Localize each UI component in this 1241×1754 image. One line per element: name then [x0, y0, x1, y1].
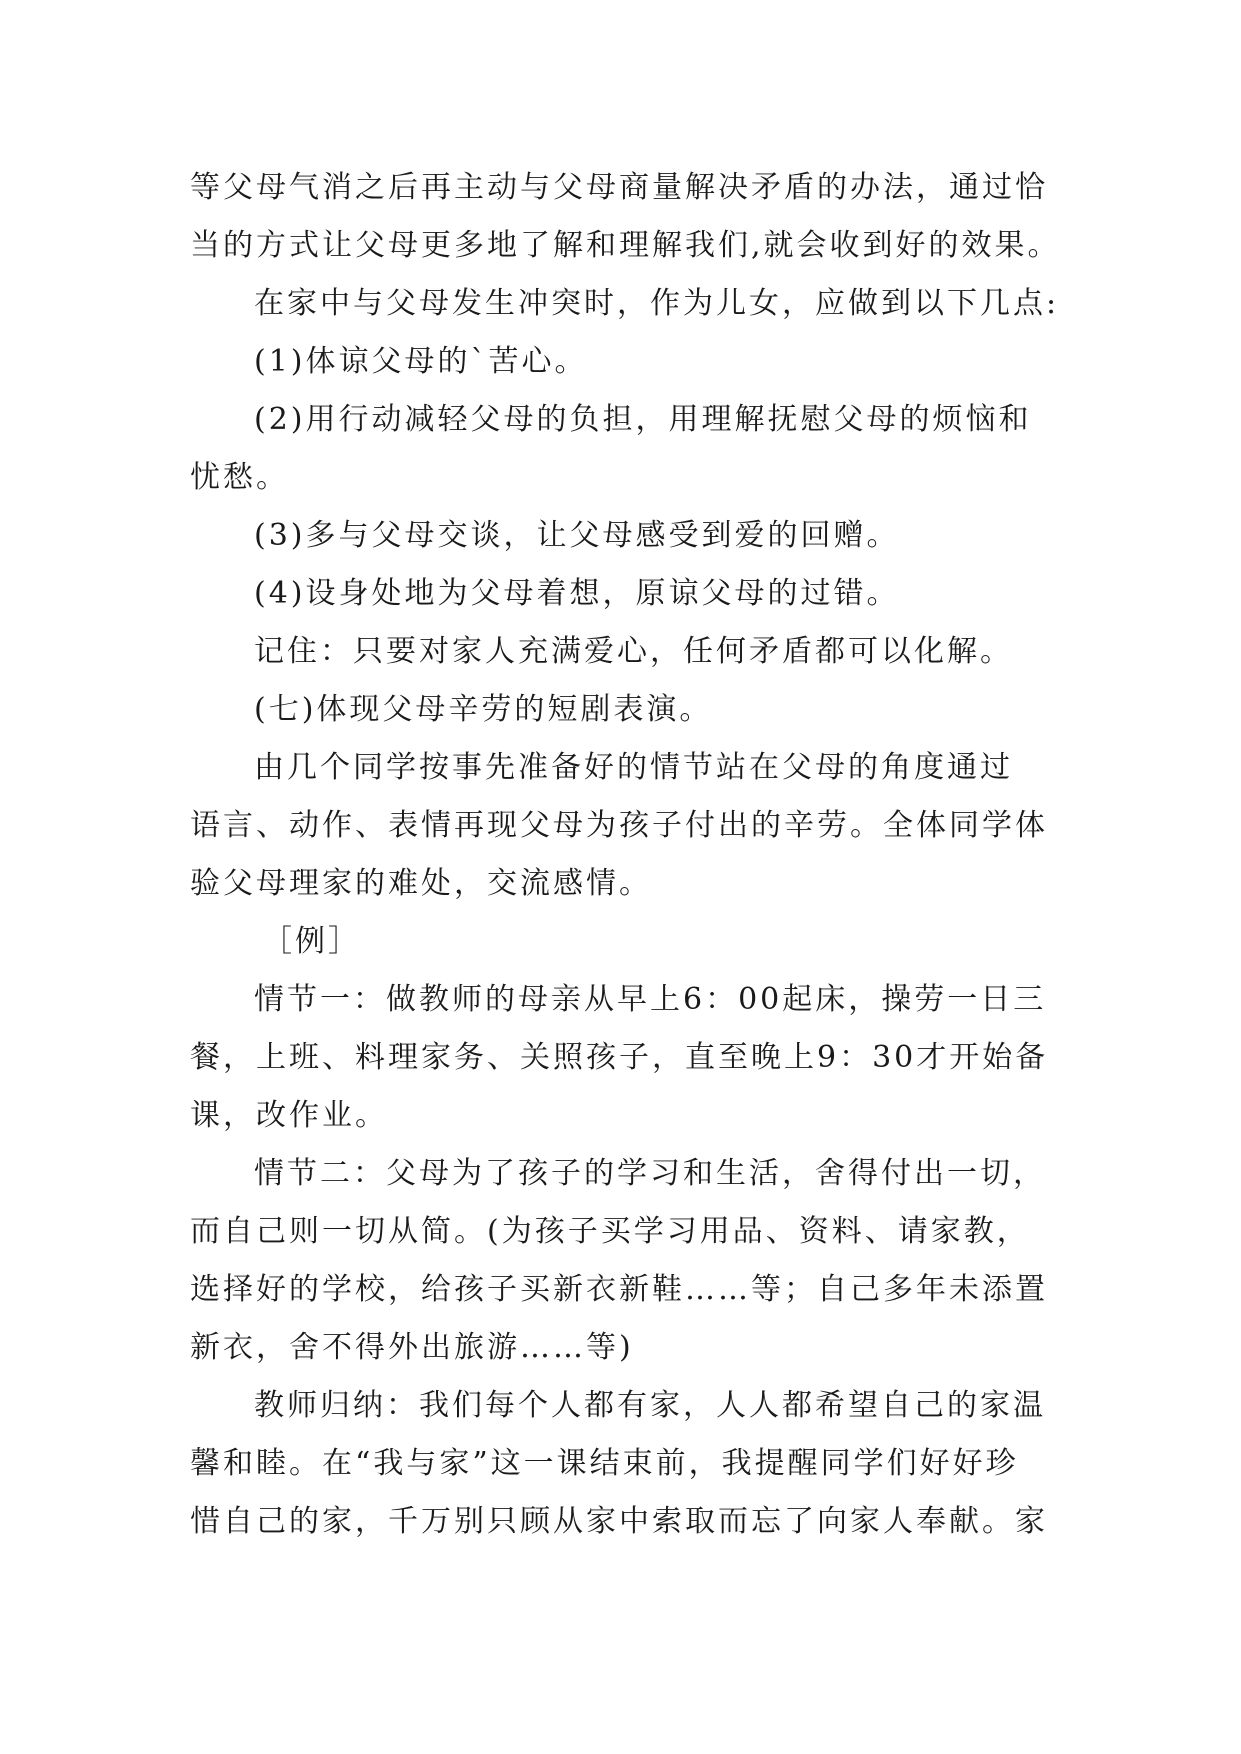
text-line: 新衣，舍不得外出旅游……等)	[190, 1330, 634, 1365]
section-heading: (七)体现父母辛劳的短剧表演。	[254, 692, 713, 727]
text-line: (3)多与父母交谈，让父母感受到爱的回赠。	[254, 518, 900, 553]
example-label: ［例］	[262, 924, 361, 959]
text-line: (2)用行动减轻父母的负担，用理解抚慰父母的烦恼和	[254, 402, 1032, 437]
text-line: 餐，上班、料理家务、关照孩子，直至晚上9：30才开始备	[190, 1040, 1049, 1075]
text-line: 记住：只要对家人充满爱心，任何矛盾都可以化解。	[254, 634, 1013, 669]
text-line: 课，改作业。	[190, 1098, 388, 1133]
text-line: 情节二：父母为了孩子的学习和生活，舍得付出一切，	[254, 1156, 1046, 1191]
text-line: 忧愁。	[190, 460, 289, 495]
text-line: 情节一：做教师的母亲从早上6：00起床，操劳一日三	[254, 982, 1047, 1017]
text-line: 语言、动作、表情再现父母为孩子付出的辛劳。全体同学体	[190, 808, 1048, 843]
text-line: 等父母气消之后再主动与父母商量解决矛盾的办法，通过恰	[190, 170, 1048, 205]
text-line: 馨和睦。在“我与家”这一课结束前，我提醒同学们好好珍	[190, 1446, 1019, 1481]
text-line: 教师归纳：我们每个人都有家，人人都希望自己的家温	[254, 1388, 1046, 1423]
text-line: 惜自己的家，千万别只顾从家中索取而忘了向家人奉献。家	[190, 1504, 1048, 1539]
text-line: 由几个同学按事先准备好的情节站在父母的角度通过	[254, 750, 1013, 785]
text-line: (1)体谅父母的`苦心。	[254, 344, 588, 379]
text-line: 在家中与父母发生冲突时，作为儿女，应做到以下几点:	[254, 286, 1060, 321]
text-line: 当的方式让父母更多地了解和理解我们,就会收到好的效果。	[190, 228, 1061, 263]
text-line: 验父母理家的难处，交流感情。	[190, 866, 652, 901]
text-line: 而自己则一切从简。(为孩子买学习用品、资料、请家教，	[190, 1214, 1030, 1249]
text-line: (4)设身处地为父母着想，原谅父母的过错。	[254, 576, 900, 611]
text-line: 选择好的学校，给孩子买新衣新鞋……等；自己多年未添置	[190, 1272, 1048, 1307]
